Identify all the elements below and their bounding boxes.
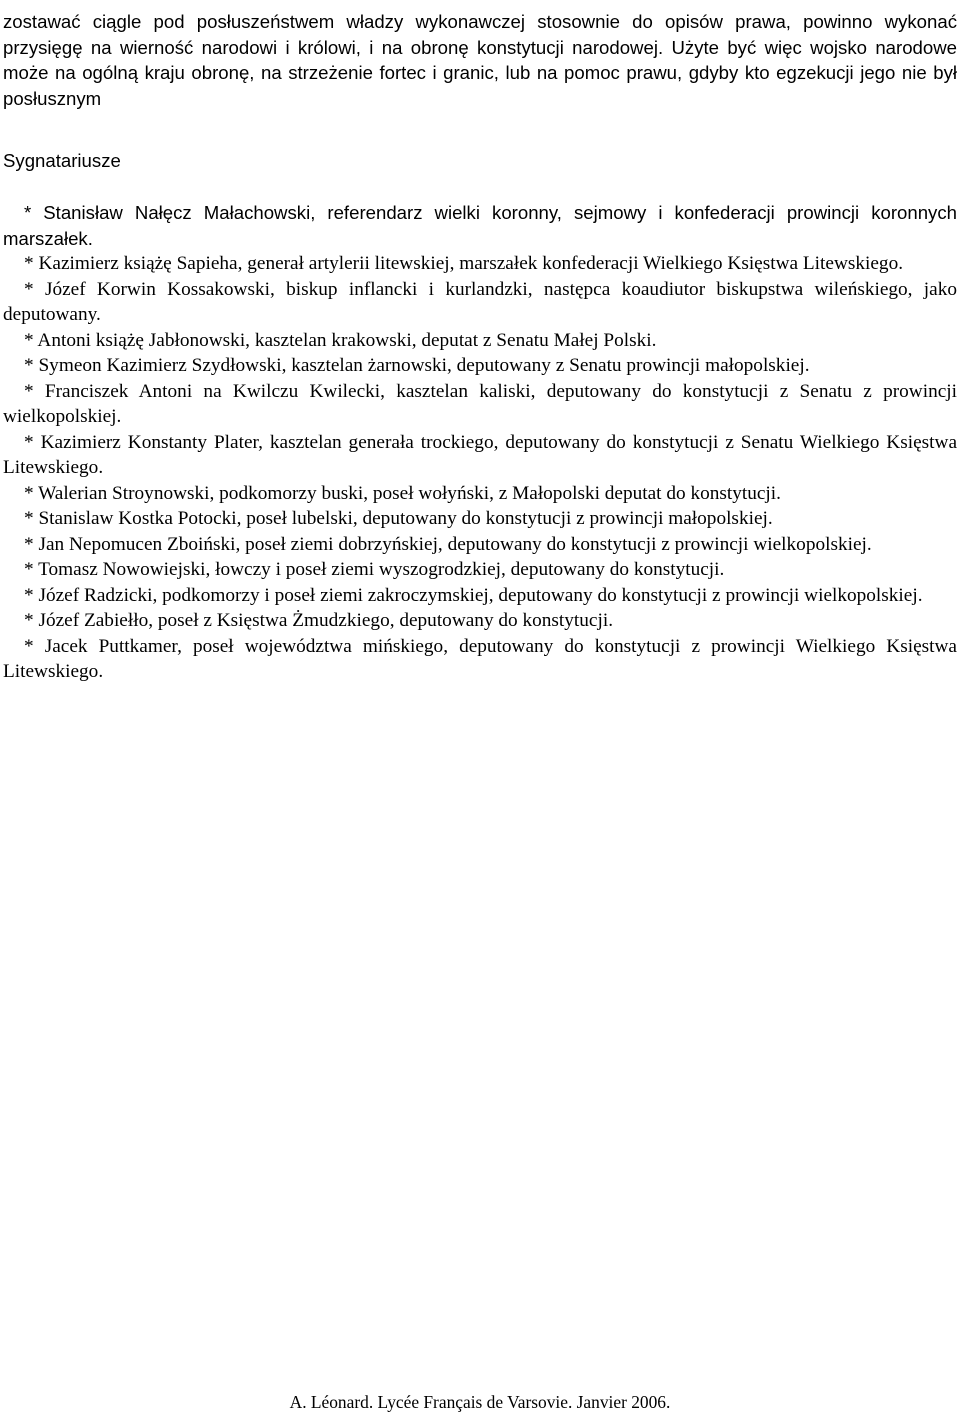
list-item: * Józef Korwin Kossakowski, biskup inflancki i kurlandzki, następca koaudiutor biskupstwa wileńskiego, jako deputowany. [3,278,957,325]
list-item: * Walerian Stroynowski, podkomorzy buski, poseł wołyński, z Małopolski deputat do konstytucji. [24,482,781,504]
list-item: * Kazimierz Konstanty Plater, kasztelan generała trockiego, deputowany do konstytucji z Senatu Wielkiego Księstwa Litewskiego. [3,431,957,478]
signatories-heading: Sygnatariusze [3,150,121,171]
list-item: * Stanisław Nałęcz Małachowski, referendarz wielki koronny, sejmowy i konfederacji prowincji koronnych marszałek. [3,202,957,249]
list-item: * Józef Zabiełło, poseł z Księstwa Żmudzkiego, deputowany do konstytucji. [24,610,614,631]
signatories-list [3,200,957,685]
list-item: * Kazimierz książę Sapieha, generał artylerii litewskiej, marszałek konfederacji Wielkiego Księstwa Litewskiego. [24,253,904,274]
list-item: * Franciszek Antoni na Kwilczu Kwilecki, kasztelan kaliski, deputowany do konstytucji z Senatu z prowincji wielkopolskiej. [3,380,957,427]
list-item: * Symeon Kazimierz Szydłowski, kasztelan żarnowski, deputowany z Senatu prowincji małopolskiej. [24,355,810,376]
intro-paragraph: zostawać ciągle pod posłuszeństwem władzy wykonawczej stosownie do opisów prawa, powinno wykonać przysięgę na wierność narodowi i królowi, i na obronę konstytucji narodowej. Użyte być więc wojsko narodowe może na ogólną kraju obronę, na strzeżenie fortec i granic, lub na pomoc prawu, gdyby kto egzekucji jego nie był posłusznym [3,11,957,109]
list-item: * Jacek Puttkamer, poseł województwa mińskiego, deputowany do konstytucji z prowincji Wielkiego Księstwa Litewskiego. [3,635,957,682]
list-item: * Józef Radzicki, podkomorzy i poseł ziemi zakroczymskiej, deputowany do konstytucji z prowincji wielkopolskiej. [24,584,923,606]
page-footer: A. Léonard. Lycée Français de Varsovie. Janvier 2006. [289,1392,671,1412]
list-item: * Antoni książę Jabłonowski, kasztelan krakowski, deputat z Senatu Małej Polski. [24,329,657,351]
list-item: * Stanislaw Kostka Potocki, poseł lubelski, deputowany do konstytucji z prowincji małopolskiej. [24,508,773,529]
list-item: * Jan Nepomucen Zboiński, poseł ziemi dobrzyńskiej, deputowany do konstytucji z prowincji wielkopolskiej. [24,533,872,555]
list-item: * Tomasz Nowowiejski, łowczy i poseł ziemi wyszogrodzkiej, deputowany do konstytucji. [24,559,725,580]
